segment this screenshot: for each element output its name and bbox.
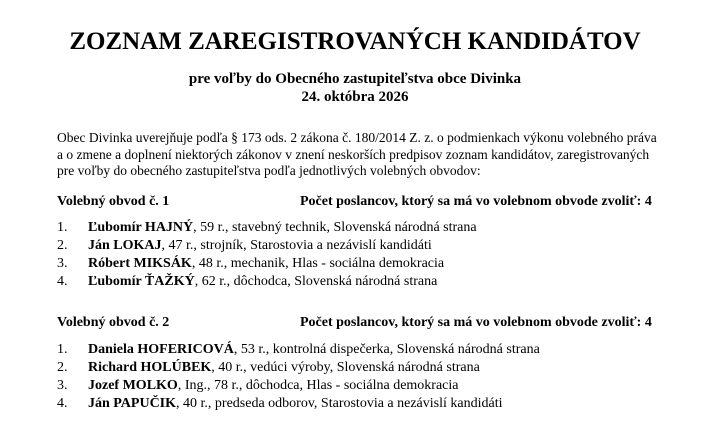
district-header bbox=[57, 192, 687, 212]
candidate-details: , 62 r., dôchodca, Slovenská národná strana bbox=[194, 274, 438, 289]
district-seats: Počet poslancov, ktorý sa má vo volebnom obvode zvoliť: 4 bbox=[300, 194, 652, 209]
intro-paragraph bbox=[57, 130, 697, 180]
candidate-name: Ľubomír ŤAŽKÝ bbox=[88, 274, 195, 289]
candidate-number: 4. bbox=[57, 274, 68, 289]
candidate-row bbox=[57, 219, 687, 237]
district-section-1 bbox=[57, 192, 687, 289]
candidate-details: , 59 r., stavebný technik, Slovenská národná strana bbox=[193, 220, 477, 235]
election-subtitle: pre voľby do Obecného zastupiteľstva obce Divinka bbox=[188, 71, 522, 87]
candidate-details: , 40 r., predseda odborov, Starostovia a nezávislí kandidáti bbox=[176, 396, 503, 411]
candidate-name: Jozef MOLKO bbox=[88, 378, 178, 393]
candidate-number: 4. bbox=[57, 396, 68, 411]
district-name: Volebný obvod č. 2 bbox=[57, 315, 170, 330]
candidate-name: Ľubomír HAJNÝ bbox=[88, 220, 194, 235]
intro-line: Obec Divinka uverejňuje podľa § 173 ods. 2 zákona č. 180/2014 Z. z. o podmienkach výkonu volebného práva bbox=[57, 130, 657, 145]
candidate-details: , 40 r., vedúci výroby, Slovenská národná strana bbox=[211, 360, 480, 375]
candidate-name: Ján LOKAJ bbox=[88, 238, 162, 253]
candidate-number: 1. bbox=[57, 342, 68, 357]
candidate-name: Richard HOLÚBEK bbox=[88, 360, 212, 375]
candidate-number: 2. bbox=[57, 238, 68, 253]
candidate-row bbox=[57, 237, 687, 255]
candidate-list bbox=[57, 341, 687, 413]
candidate-number: 1. bbox=[57, 220, 68, 235]
candidate-row bbox=[57, 341, 687, 359]
district-seats: Počet poslancov, ktorý sa má vo volebnom obvode zvoliť: 4 bbox=[300, 315, 652, 330]
candidate-number: 3. bbox=[57, 256, 68, 271]
candidate-details: , 53 r., kontrolná dispečerka, Slovenská národná strana bbox=[233, 342, 540, 357]
candidate-details: , Ing., 78 r., dôchodca, Hlas - sociálna demokracia bbox=[177, 378, 459, 393]
candidate-name: Ján PAPUČIK bbox=[88, 396, 177, 411]
candidate-name: Daniela HOFERICOVÁ bbox=[88, 342, 234, 357]
election-date: 24. októbra 2026 bbox=[301, 89, 409, 105]
candidate-number: 3. bbox=[57, 378, 68, 393]
candidate-number: 2. bbox=[57, 360, 68, 375]
candidate-name: Róbert MIKSÁK bbox=[88, 256, 192, 271]
intro-line: pre voľby do obecného zastupiteľstva podľa jednotlivých volebných obvodov: bbox=[57, 163, 481, 178]
candidate-row bbox=[57, 273, 687, 291]
candidate-details: , 47 r., strojník, Starostovia a nezávislí kandidáti bbox=[161, 238, 432, 253]
candidate-row bbox=[57, 359, 687, 377]
candidate-row bbox=[57, 395, 687, 413]
document-title: ZOZNAM ZAREGISTROVANÝCH KANDIDÁTOV bbox=[69, 28, 641, 55]
district-header bbox=[57, 313, 687, 333]
district-section-2 bbox=[57, 313, 687, 411]
intro-line: a o zmene a doplnení niektorých zákonov v znení neskorších predpisov zoznam kandidátov, zaregistrovaných bbox=[57, 146, 650, 162]
candidate-row bbox=[57, 255, 687, 273]
district-name: Volebný obvod č. 1 bbox=[57, 194, 170, 209]
candidate-list bbox=[57, 219, 687, 291]
candidate-row bbox=[57, 377, 687, 395]
candidate-details: , 48 r., mechanik, Hlas - sociálna demokracia bbox=[191, 256, 445, 271]
